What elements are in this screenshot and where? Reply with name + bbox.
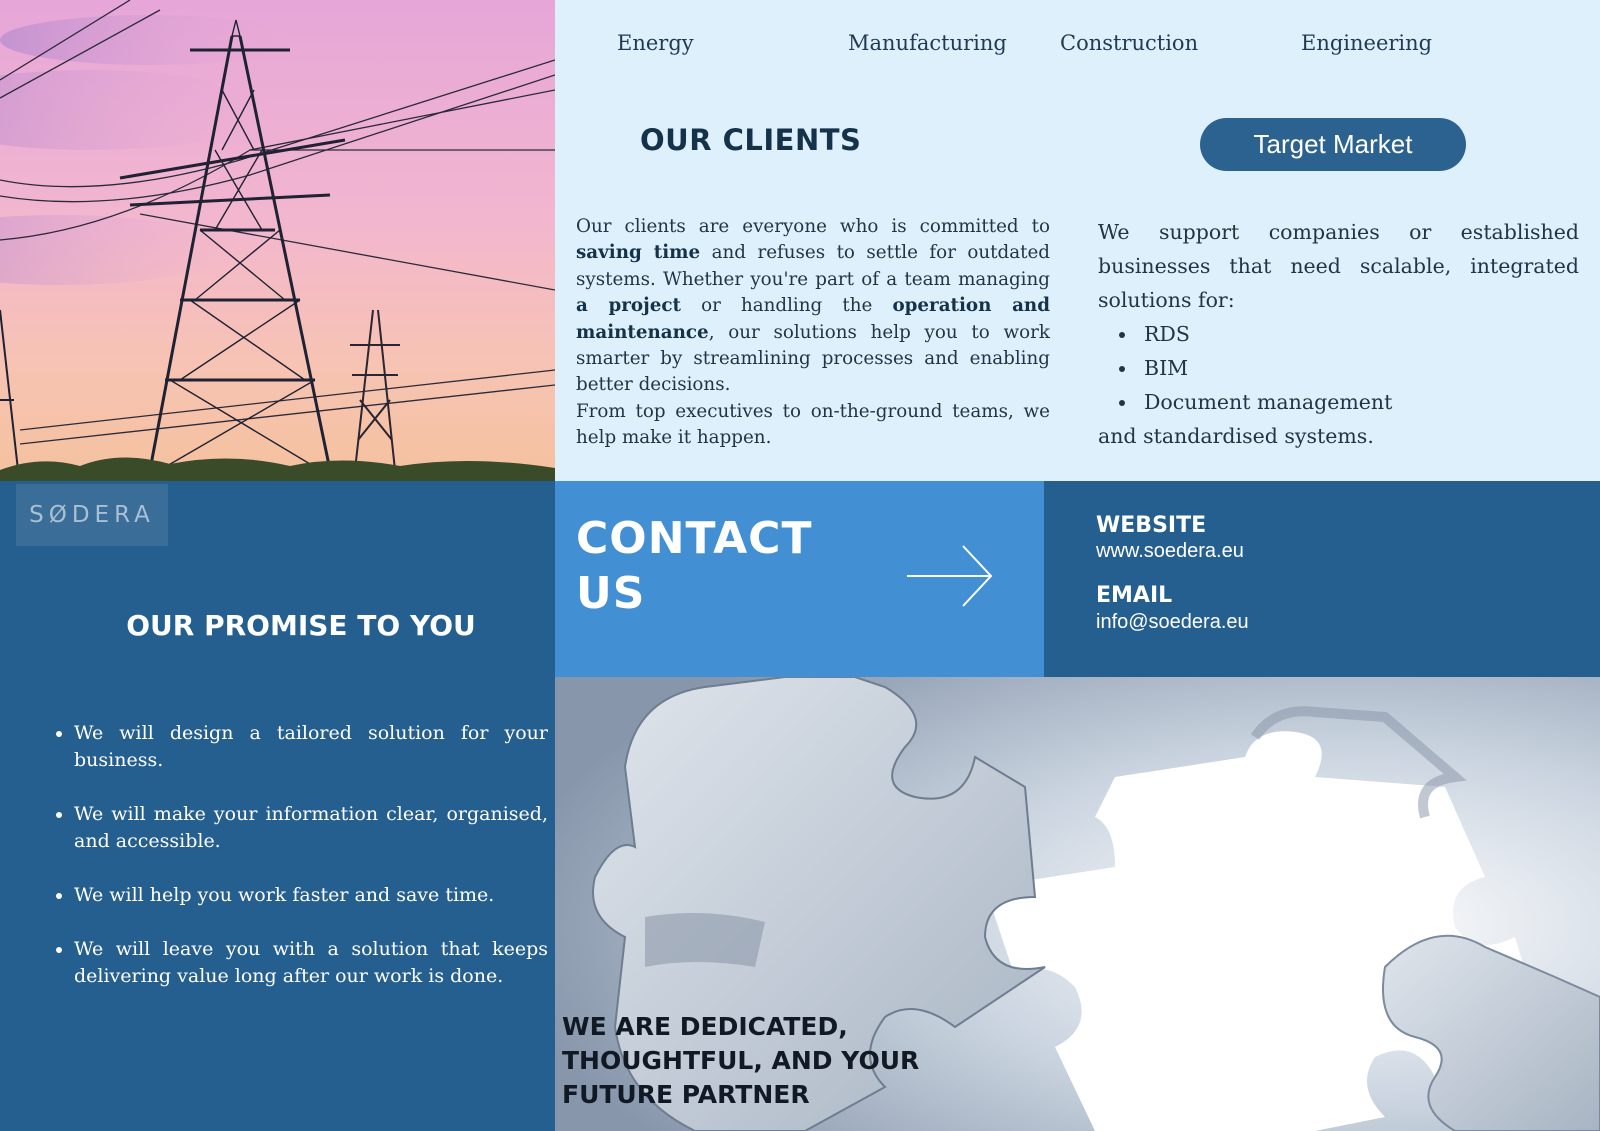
promise-title: OUR PROMISE TO YOU xyxy=(126,609,476,642)
list-item: • We will make your information clear, organised, and accessible. xyxy=(74,801,548,855)
list-item: • BIM xyxy=(1138,351,1579,385)
website-label: WEBSITE xyxy=(1096,513,1207,538)
promise-list xyxy=(46,720,548,1017)
website-link[interactable]: www.soedera.eu xyxy=(1096,540,1244,562)
puzzle-image xyxy=(555,677,1600,1131)
list-item: • We will leave you with a solution that keeps delivering value long after our work is done. xyxy=(74,936,548,990)
email-label: EMAIL xyxy=(1096,583,1173,608)
clients-paragraph: Our clients are everyone who is committed to saving time and refuses to settle for outdated systems. Whether you're part of a team managing a project or handling the operation and maintenance, our solutions help you to work smarter by streamlining processes and enabling better decisions. xyxy=(576,216,1051,396)
arrow-right-icon[interactable] xyxy=(905,544,995,608)
contact-details xyxy=(1044,481,1600,677)
tagline: WE ARE DEDICATED, THOUGHTFUL, AND YOUR FUTURE PARTNER xyxy=(562,1012,920,1109)
promise-section xyxy=(0,481,555,1131)
clients-paragraph-2: From top executives to on-the-ground teams, we help make it happen. xyxy=(576,400,1050,449)
pylon-photo xyxy=(0,0,555,481)
sector-construction: Construction xyxy=(1060,31,1199,55)
sector-manufacturing: Manufacturing xyxy=(848,31,1007,55)
target-market-button[interactable]: Target Market xyxy=(1200,118,1466,171)
list-item: • We will design a tailored solution for your business. xyxy=(74,720,548,774)
contact-section xyxy=(555,481,1044,677)
list-item: • Document management xyxy=(1138,385,1579,419)
sector-energy: Energy xyxy=(617,31,694,55)
support-list xyxy=(1098,317,1579,419)
clients-description xyxy=(576,214,1050,452)
clients-section xyxy=(555,0,1600,481)
contact-title: CONTACT US xyxy=(576,513,813,619)
email-link[interactable]: info@soedera.eu xyxy=(1096,611,1249,633)
sector-engineering: Engineering xyxy=(1301,31,1433,55)
support-outro: and standardised systems. xyxy=(1098,424,1374,448)
support-intro: We support companies or established businesses that need scalable, integrated solutions for: xyxy=(1098,220,1579,312)
sodera-logo: SØDERA xyxy=(16,484,168,546)
list-item: • RDS xyxy=(1138,317,1579,351)
list-item: • We will help you work faster and save time. xyxy=(74,882,548,909)
support-description xyxy=(1098,215,1579,453)
clients-title: OUR CLIENTS xyxy=(640,123,862,157)
